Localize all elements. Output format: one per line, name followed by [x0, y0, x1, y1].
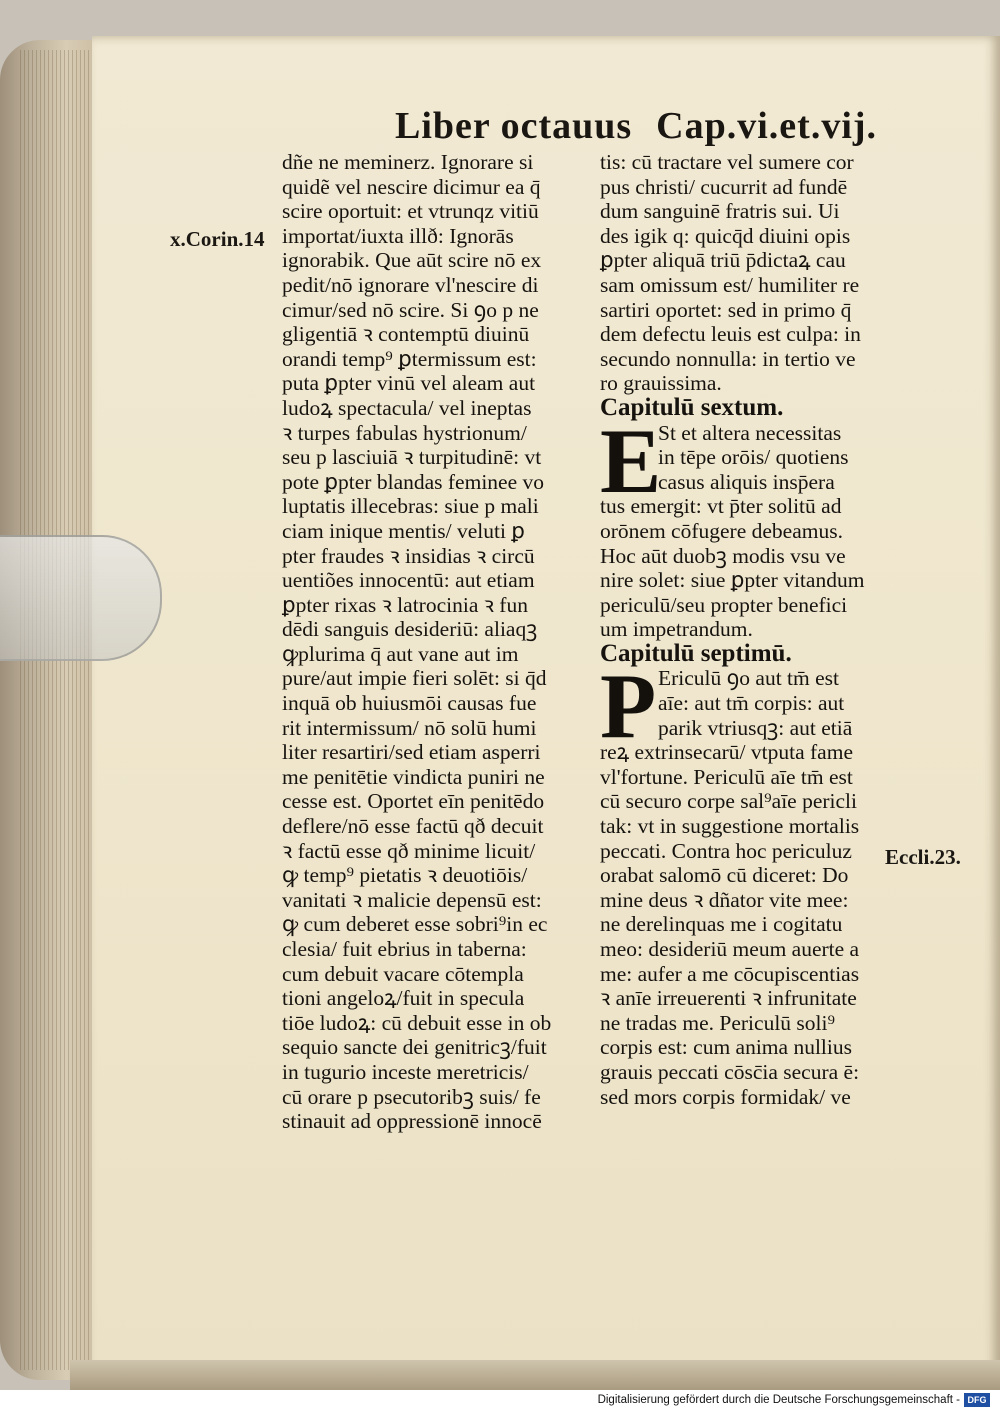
text-line: dum sanguinē fratris sui. Ui: [600, 199, 840, 224]
text-line: peccati. Contra hoc periculuz: [600, 838, 852, 863]
text-line: tus emergit: vt p̄ter solitū ad: [600, 494, 842, 519]
text-line: inquā ob huiusmōi causas fue: [282, 691, 537, 716]
margin-note-right: Eccli.23.: [885, 845, 961, 869]
text-line: St et altera necessitas: [658, 420, 842, 445]
text-line: vanitati ꝛ malicie depensū est:: [282, 887, 542, 912]
text-line: in tugurio inceste meretricis/: [282, 1059, 529, 1084]
text-line: rit intermissum/ nō solū humi: [282, 715, 537, 740]
text-line: pus christi/ cucurrit ad fundē: [600, 174, 848, 199]
text-line: meo: desideriū meum auerte a: [600, 937, 860, 961]
text-line: ne derelinquas me i cogitatu: [600, 912, 843, 937]
text-line: sed mors corpis formidak/ ve: [600, 1084, 851, 1109]
text-line: um impetrandum.: [600, 617, 753, 642]
text-line: mine deus ꝛ dñator vite mee:: [600, 887, 849, 912]
text-line: nire solet: siue ꝑpter vitandum: [600, 568, 865, 593]
text-line: pure/aut impie fieri solēt: si q̄d: [282, 666, 547, 691]
text-line: liter resartiri/sed etiam asperri: [282, 740, 541, 765]
text-line: ignorabik. Que aūt scire nō ex: [282, 248, 542, 273]
text-line: periculū/seu propter benefici: [600, 592, 848, 617]
text-line: ꝛ anīe irreuerenti ꝛ infrunitate: [600, 986, 857, 1011]
text-line: ꝙplurima q̄ aut vane aut im: [282, 641, 519, 666]
footer-credit: Digitalisierung gefördert durch die Deutsche Forschungsgemeinschaft -: [597, 1394, 960, 1406]
text-line: corpis est: cum anima nullius: [600, 1035, 852, 1060]
text-line: pote ꝑpter blandas feminee vo: [282, 469, 544, 494]
text-line: dem defectu leuis est culpa: in: [600, 322, 861, 347]
text-line: parik vtriusqꝫ: aut etiā: [658, 715, 853, 740]
text-line: tioni angeloꝝ/fuit in specula: [282, 986, 525, 1011]
text-line: ne tradas me. Periculū soli⁹: [600, 1010, 835, 1035]
text-line: ciam inique mentis/ veluti ꝑ: [282, 518, 525, 543]
header-chapter: Cap.vi.et.vij.: [656, 105, 878, 147]
text-line: ꝛ factū esse qð minime licuit/: [282, 838, 536, 863]
text-line: orōnem cōfugere debeamus.: [600, 518, 843, 543]
dfg-logo: DFG: [964, 1393, 990, 1407]
text-line: grauis peccati cōsc̄ia secura ē:: [600, 1059, 860, 1084]
text-line: ro grauissima.: [600, 371, 722, 396]
chapter-six-dropcap: E: [600, 409, 662, 512]
text-line: luptatis illecebras: siue p mali: [282, 494, 539, 519]
text-line: scire oportuit: et vtrunqz vitiū: [282, 199, 539, 224]
text-line: deflere/nō esse factū qð decuit: [282, 814, 544, 839]
text-line: ludoꝝ spectacula/ vel ineptas: [282, 395, 532, 420]
book-bottom-edge: [70, 1360, 1000, 1390]
text-line: importat/iuxta illð: Ignorās: [282, 223, 514, 248]
text-line: reꝝ extrinsecarū/ vtputa fame: [600, 740, 853, 765]
text-line: ꝙ temp⁹ pietatis ꝛ deuotiōis/: [282, 863, 528, 888]
text-line: sam omissum est/ humiliter re: [600, 272, 860, 297]
text-line: cesse est. Oportet eīn penitēdo: [282, 789, 545, 814]
chapter-seven-body: [600, 655, 900, 1109]
chapter-six-body: [600, 409, 900, 642]
text-line: gligentiā ꝛ contemptū diuinū: [282, 322, 530, 347]
running-header: [395, 104, 877, 148]
text-line: in tēpe orōis/ quotiens: [658, 445, 849, 470]
text-line: orandi temp⁹ ꝑtermissum est:: [282, 346, 537, 371]
text-line: pter fraudes ꝛ insidias ꝛ circū: [282, 543, 535, 568]
text-line: me: aufer a me cōcupiscentias: [600, 961, 860, 986]
text-line: ꝑpter rixas ꝛ latrocinia ꝛ fun: [282, 592, 528, 617]
text-line: cū securo corpe sal⁹aīe pericli: [600, 789, 858, 814]
text-line: quidẽ vel nescire dicimur ea q̄: [282, 174, 541, 199]
text-line: me penitētie vindicta puniri ne: [282, 764, 545, 789]
text-line: aīe: aut tm̄ corpis: aut: [658, 691, 845, 716]
text-line: vl'fortune. Periculū aīe tm̄ est: [600, 764, 853, 789]
text-line: Ericulū ꝯo aut tm̄ est: [658, 666, 839, 691]
text-line: ꝑpter aliquā triū p̄dictaꝝ cau: [600, 248, 846, 273]
chapter-seven-dropcap: P: [600, 655, 657, 758]
text-line: tak: vt in suggestione mortalis: [600, 814, 860, 839]
text-line: uentiões innocentū: aut etiam: [282, 568, 535, 593]
text-line: secundo nonnulla: in tertio ve: [600, 346, 856, 371]
text-line: orabat salomō cū diceret: Do: [600, 863, 849, 888]
header-title: Liber octauus: [395, 105, 633, 147]
text-line: pedit/nō ignorare vl'nescire di: [282, 272, 539, 297]
text-line: tiōe ludoꝝ: cū debuit esse in ob: [282, 1010, 552, 1035]
text-line: seu p lasciuiā ꝛ turpitudinē: vt: [282, 445, 542, 470]
text-line: tis: cū tractare vel sumere cor: [600, 150, 854, 174]
text-line: des igik q: quicq̄d diuini opis: [600, 223, 851, 248]
left-column: [282, 150, 582, 1134]
chapter-seven-heading: Capitulū septimū.: [600, 639, 792, 667]
text-line: dñe ne meminerz. Ignorare si: [282, 150, 534, 174]
text-line: stinauit ad oppressionē innocē: [282, 1109, 542, 1134]
text-line: puta ꝑpter vinū vel aleam aut: [282, 371, 536, 396]
text-line: ꝛ turpes fabulas hystrionum/: [282, 420, 527, 445]
right-column: [600, 150, 900, 1109]
text-line: ꝙ cum deberet esse sobri⁹in ec: [282, 912, 548, 937]
text-line: clesia/ fuit ebrius in taberna:: [282, 937, 527, 961]
page-clip: [0, 535, 162, 661]
text-line: dēdi sanguis desideriū: aliaqꝫ: [282, 617, 538, 642]
text-line: cum debuit vacare cōtempla: [282, 961, 524, 986]
margin-note-left: x.Corin.14: [170, 227, 265, 251]
text-line: Hoc aūt duobꝫ modis vsu ve: [600, 543, 846, 568]
chapter-six-heading: Capitulū sextum.: [600, 393, 784, 421]
text-line: sartiri oportet: sed in primo q̄: [600, 297, 852, 322]
text-line: casus aliquis insp̄era: [658, 469, 835, 494]
text-line: sequio sancte dei genitricꝫ/fuit: [282, 1035, 547, 1060]
text-line: cimur/sed nō scire. Si ꝯo p ne: [282, 297, 539, 322]
text-line: cū orare p psecutoribꝫ suis/ fe: [282, 1084, 541, 1109]
